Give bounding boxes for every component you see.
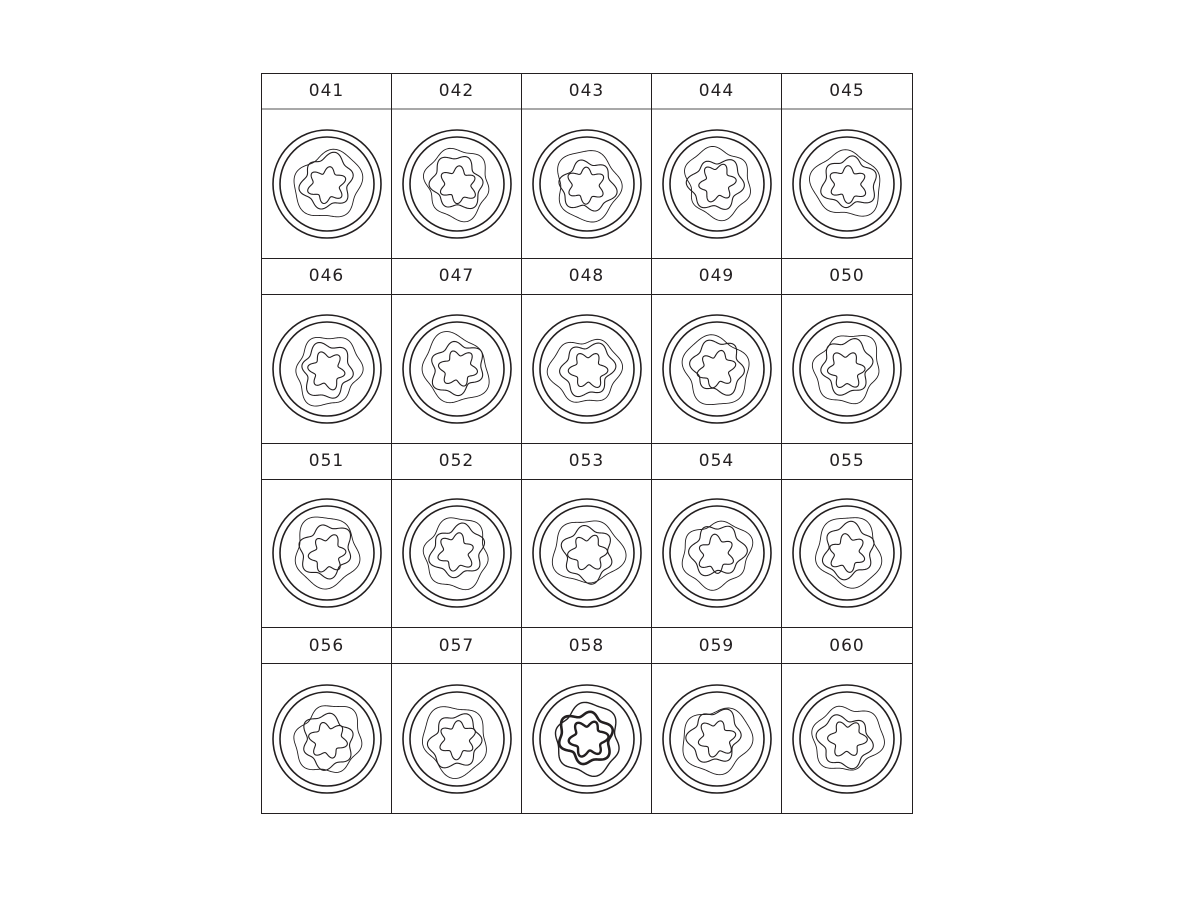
pattern-number-label: 041	[262, 74, 391, 110]
inner-ring	[540, 692, 634, 786]
inner-star-contour	[698, 721, 735, 757]
pattern-cell[interactable]	[392, 74, 522, 259]
inner-star-contour	[698, 164, 735, 202]
pattern-drawing	[399, 126, 515, 242]
outer-ring	[273, 130, 381, 238]
inner-star-contour	[439, 720, 474, 759]
outer-ring	[403, 499, 511, 607]
pattern-cell[interactable]	[782, 444, 912, 629]
pattern-drawing	[399, 495, 515, 611]
pattern-number-label: 058	[522, 628, 651, 664]
pattern-number-label: 056	[262, 628, 391, 664]
middle-wavy-contour	[689, 340, 744, 395]
pattern-drawing-area	[262, 295, 391, 443]
pattern-number-label: 052	[392, 444, 521, 480]
pattern-drawing	[659, 495, 775, 611]
outer-wavy-contour	[423, 518, 488, 590]
inner-ring	[280, 322, 374, 416]
inner-star-contour	[307, 167, 345, 204]
pattern-number-label: 057	[392, 628, 521, 664]
pattern-drawing	[659, 681, 775, 797]
pattern-drawing	[789, 311, 905, 427]
pattern-drawing	[529, 311, 645, 427]
outer-wavy-contour	[684, 146, 750, 220]
outer-wavy-contour	[682, 521, 753, 590]
inner-ring	[670, 137, 764, 231]
pattern-number-label: 044	[652, 74, 781, 110]
pattern-cell[interactable]	[262, 628, 392, 813]
pattern-drawing	[789, 126, 905, 242]
inner-ring	[540, 322, 634, 416]
pattern-drawing-area	[392, 480, 521, 628]
pattern-drawing-area	[782, 664, 912, 813]
pattern-cell[interactable]	[262, 74, 392, 259]
pattern-grid	[261, 73, 913, 814]
inner-star-contour	[830, 534, 865, 573]
pattern-drawing	[269, 495, 385, 611]
pattern-number-label: 054	[652, 444, 781, 480]
pattern-drawing-area	[782, 110, 912, 258]
outer-ring	[403, 130, 511, 238]
outer-ring	[403, 685, 511, 793]
pattern-drawing-area	[392, 110, 521, 258]
pattern-cell[interactable]	[522, 628, 652, 813]
outer-ring	[663, 685, 771, 793]
outer-wavy-contour	[812, 706, 885, 770]
pattern-drawing	[659, 311, 775, 427]
inner-star-contour	[699, 535, 733, 574]
outer-ring	[663, 130, 771, 238]
outer-ring	[533, 685, 641, 793]
pattern-drawing-area	[262, 480, 391, 628]
inner-star-contour	[568, 353, 608, 387]
middle-wavy-contour	[686, 160, 744, 210]
outer-ring	[403, 315, 511, 423]
outer-ring	[533, 315, 641, 423]
inner-star-contour	[308, 535, 346, 572]
pattern-cell[interactable]	[392, 628, 522, 813]
outer-ring	[793, 130, 901, 238]
outer-wavy-contour	[682, 708, 752, 775]
pattern-cell[interactable]	[392, 259, 522, 444]
inner-ring	[410, 137, 504, 231]
outer-ring	[663, 499, 771, 607]
pattern-drawing-area	[262, 664, 391, 813]
pattern-number-label: 055	[782, 444, 912, 480]
pattern-number-label: 050	[782, 259, 912, 295]
pattern-drawing-area	[652, 480, 781, 628]
middle-wavy-contour	[822, 522, 874, 581]
pattern-cell[interactable]	[652, 444, 782, 629]
outer-wavy-contour	[294, 149, 363, 217]
middle-wavy-contour	[821, 156, 877, 208]
pattern-cell[interactable]	[652, 259, 782, 444]
inner-star-contour	[567, 536, 607, 570]
inner-ring	[800, 692, 894, 786]
inner-ring	[280, 506, 374, 600]
inner-ring	[410, 692, 504, 786]
pattern-drawing	[399, 311, 515, 427]
pattern-drawing-area	[652, 664, 781, 813]
pattern-number-label: 047	[392, 259, 521, 295]
pattern-drawing-area	[522, 295, 651, 443]
outer-wavy-contour	[557, 150, 622, 221]
pattern-number-label: 045	[782, 74, 912, 110]
inner-star-contour	[568, 721, 608, 756]
pattern-cell[interactable]	[522, 444, 652, 629]
middle-wavy-contour	[821, 338, 873, 395]
pattern-cell[interactable]	[782, 74, 912, 259]
pattern-cell[interactable]	[392, 444, 522, 629]
pattern-drawing	[269, 311, 385, 427]
pattern-cell[interactable]	[262, 444, 392, 629]
pattern-number-label: 049	[652, 259, 781, 295]
pattern-drawing	[529, 495, 645, 611]
outer-ring	[793, 685, 901, 793]
inner-star-contour	[830, 166, 865, 204]
outer-ring	[663, 315, 771, 423]
pattern-drawing	[659, 126, 775, 242]
pattern-drawing	[789, 495, 905, 611]
inner-star-contour	[437, 533, 472, 571]
pattern-drawing	[399, 681, 515, 797]
pattern-number-label: 043	[522, 74, 651, 110]
pattern-cell[interactable]	[782, 259, 912, 444]
pattern-drawing	[269, 126, 385, 242]
outer-ring	[273, 315, 381, 423]
pattern-number-label: 042	[392, 74, 521, 110]
pattern-number-label: 046	[262, 259, 391, 295]
middle-wavy-contour	[429, 156, 483, 208]
pattern-drawing-area	[652, 295, 781, 443]
inner-star-contour	[307, 352, 344, 390]
pattern-drawing	[529, 681, 645, 797]
pattern-drawing-area	[522, 664, 651, 813]
pattern-cell[interactable]	[522, 74, 652, 259]
pattern-drawing-area	[782, 480, 912, 628]
inner-star-contour	[440, 166, 475, 204]
inner-star-contour	[827, 352, 865, 387]
pattern-cell[interactable]	[782, 628, 912, 813]
pattern-drawing-area	[782, 295, 912, 443]
inner-star-contour	[308, 722, 347, 757]
pattern-cell[interactable]	[522, 259, 652, 444]
pattern-number-label: 053	[522, 444, 651, 480]
inner-ring	[410, 322, 504, 416]
outer-ring	[533, 130, 641, 238]
outer-ring	[273, 499, 381, 607]
inner-star-contour	[697, 350, 735, 387]
pattern-drawing-area	[522, 110, 651, 258]
pattern-drawing	[529, 126, 645, 242]
outer-wavy-contour	[422, 331, 489, 402]
middle-wavy-contour	[561, 526, 612, 585]
pattern-drawing	[269, 681, 385, 797]
pattern-cell[interactable]	[652, 628, 782, 813]
outer-ring	[793, 315, 901, 423]
outer-ring	[533, 499, 641, 607]
outer-ring	[793, 499, 901, 607]
pattern-drawing-area	[392, 295, 521, 443]
pattern-drawing-area	[392, 664, 521, 813]
pattern-drawing-area	[262, 110, 391, 258]
middle-wavy-contour	[688, 527, 747, 576]
pattern-drawing-area	[652, 110, 781, 258]
pattern-number-label: 059	[652, 628, 781, 664]
pattern-number-label: 060	[782, 628, 912, 664]
inner-star-contour	[438, 351, 477, 386]
outer-wavy-contour	[423, 148, 488, 221]
middle-wavy-contour	[685, 709, 740, 762]
inner-star-contour	[828, 722, 868, 756]
outer-ring	[273, 685, 381, 793]
inner-star-contour	[568, 167, 604, 204]
pattern-drawing	[789, 681, 905, 797]
inner-ring	[410, 506, 504, 600]
pattern-cell[interactable]	[262, 259, 392, 444]
pattern-cell[interactable]	[652, 74, 782, 259]
pattern-number-label: 048	[522, 259, 651, 295]
pattern-number-label: 051	[262, 444, 391, 480]
middle-wavy-contour	[303, 713, 352, 770]
pattern-drawing-area	[522, 480, 651, 628]
